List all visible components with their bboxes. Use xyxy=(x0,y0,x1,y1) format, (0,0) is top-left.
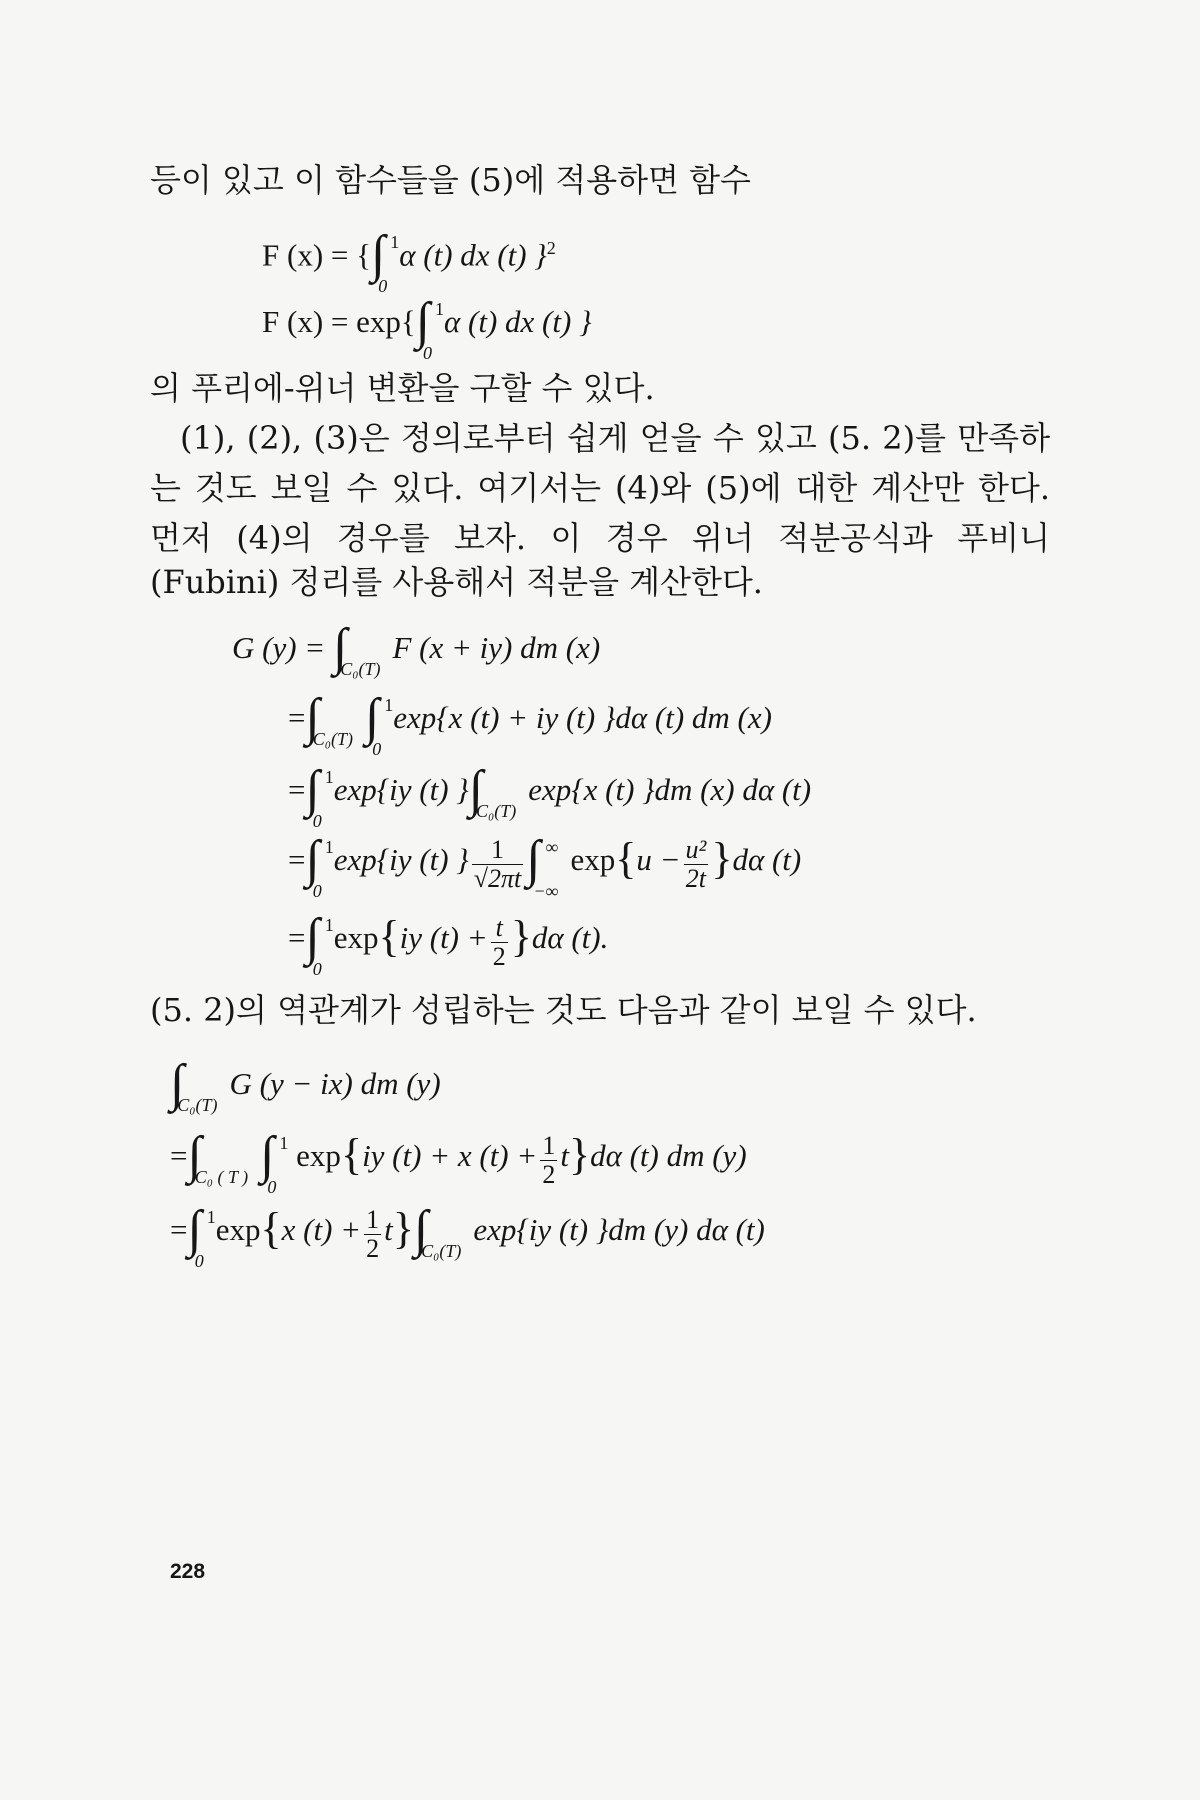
equation-h-line-0: ∫ C₀(T) G (y − ix) dm (y) xyxy=(170,1055,441,1115)
paragraph-line-6: (Fubini) 정리를 사용해서 적분을 계산한다. xyxy=(150,563,763,601)
equation-g-line-1: =∫ C₀(T) ∫ 1 0 exp{x (t) + iy (t) }dα (t) dm (x) xyxy=(288,689,772,759)
paragraph-line-3: (1), (2), (3)은 정의로부터 쉽게 얻을 수 있고 (5. 2)를 만족하 xyxy=(180,419,1050,457)
equation-fx-squared: F (x) = {∫ 1 0 α (t) dx (t) }$^2$ xyxy=(262,226,556,297)
equation-g-line-0: G (y) = ∫ C₀(T) F (x + iy) dm (x) xyxy=(232,619,601,679)
paragraph-line-1: 등이 있고 이 함수들을 (5)에 적용하면 함수 xyxy=(150,161,751,199)
equation-g-line-3: =∫ 1 0 exp{iy (t) } $\frac{1}{√2\pi t}$ ∫ ∞ −∞ exp{u − $\frac{\text{u²}}{2t}$ }dα (t) xyxy=(288,831,802,901)
equation-g-line-4: =∫ 1 0 exp{iy (t) + $\frac{t}{2}$ }dα (t). xyxy=(288,909,609,979)
equation-g-line-2: =∫ 1 0 exp{iy (t) }∫ C₀(T) exp{x (t) }dm (x) dα (t) xyxy=(288,761,812,831)
paragraph-line-7: (5. 2)의 역관계가 성립하는 것도 다음과 같이 보일 수 있다. xyxy=(150,991,977,1029)
page-number: 228 xyxy=(170,1560,206,1583)
equation-fx-exp: F (x) = exp{∫ 1 0 α (t) dx (t) } xyxy=(262,293,592,363)
equation-h-line-1: =∫ C₀ ( T ) ∫ 1 0 exp{iy (t) + x (t) + $\frac{1}{2}$ t}dα (t) dm (y) xyxy=(170,1127,747,1197)
paragraph-line-2: 의 푸리에-위너 변환을 구할 수 있다. xyxy=(150,369,655,407)
equation-h-line-2: =∫ 1 0 exp{x (t) + $\frac{1}{2}$ t}∫ C₀(T) exp{iy (t) }dm (y) dα (t) xyxy=(170,1201,765,1271)
paragraph-line-4: 는 것도 보일 수 있다. 여기서는 (4)와 (5)에 대한 계산만 한다. xyxy=(150,469,1050,507)
paragraph-line-5: 먼저 (4)의 경우를 보자. 이 경우 위너 적분공식과 푸비니 xyxy=(150,519,1050,557)
